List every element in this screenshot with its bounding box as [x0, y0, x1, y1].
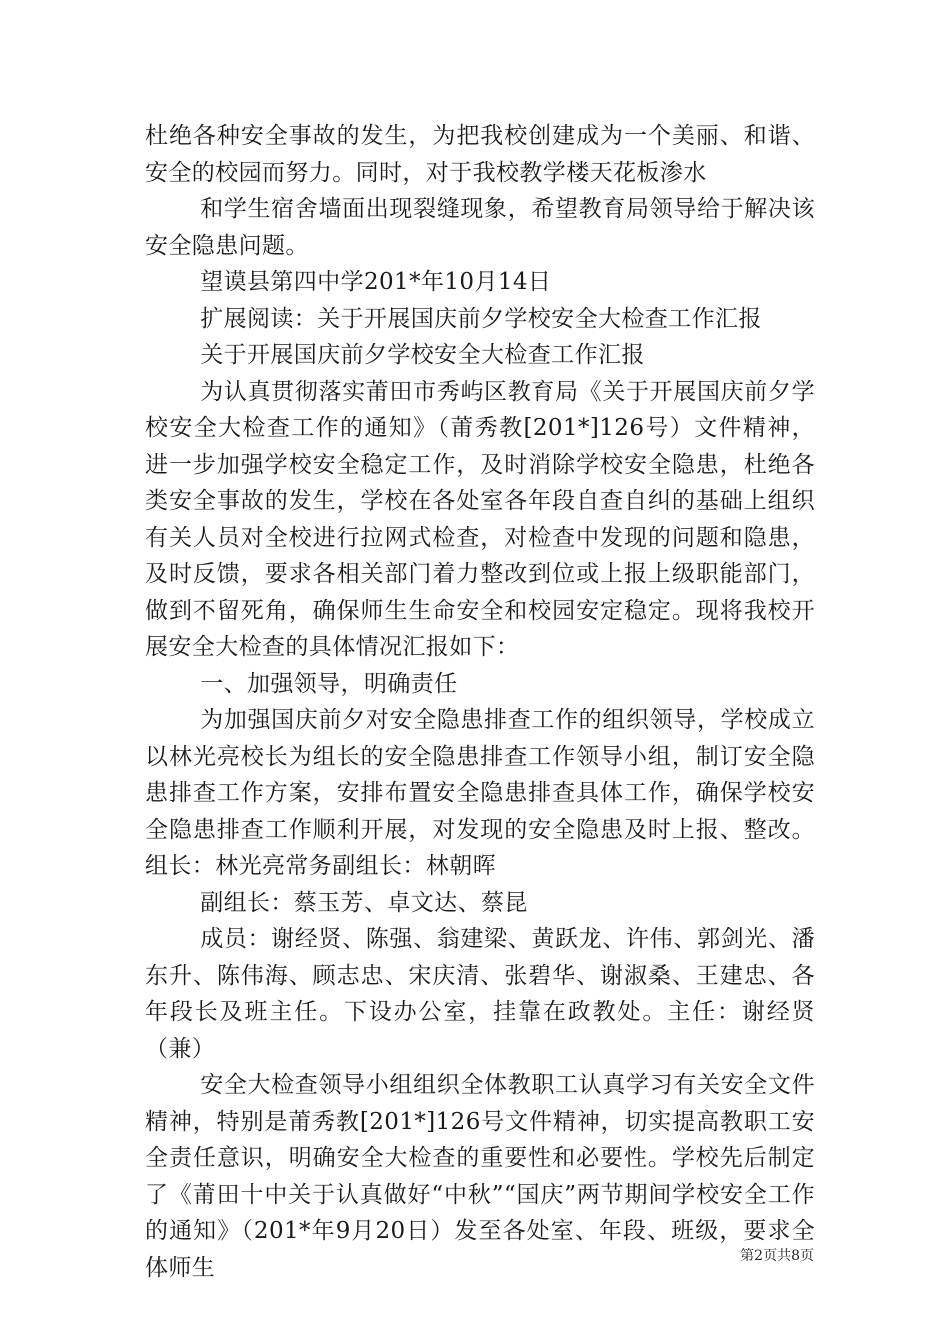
paragraph-11: 安全大检查领导小组组织全体教职工认真学习有关安全文件精神，特别是莆秀教[201*]126号文件精神，切实提高教职工安全责任意识，明确安全大检查的重要性和必要性。学校先后制定了《莆田十中关于认真做好“中秋”“国庆”两节期间学校安全工作的通知》（201*年9月20日）发至各处室、年段、班级，要求全体师生 [145, 1072, 815, 1281]
paragraph-10: 成员：谢经贤、陈强、翁建梁、黄跃龙、许伟、郭剑光、潘东升、陈伟海、顾志忠、宋庆清、张碧华、谢淑桑、王建忠、各年段长及班主任。下设办公室，挂靠在政教处。主任：谢经贤（兼） [145, 926, 815, 1062]
document-body [145, 118, 815, 1286]
paragraph-1: 杜绝各种安全事故的发生，为把我校创建成为一个美丽、和谐、安全的校园而努力。同时，对于我校教学楼天花板渗水 [145, 123, 815, 186]
paragraph-8: 为加强国庆前夕对安全隐患排查工作的组织领导，学校成立以林光亮校长为组长的安全隐患排查工作领导小组，制订安全隐患排查工作方案，安排布置安全隐患排查具体工作，确保学校安全隐患排查工作顺利开展，对发现的安全隐患及时上报、整改。组长：林光亮常务副组长：林朝晖 [145, 707, 815, 879]
paragraph-6: 为认真贯彻落实莆田市秀屿区教育局《关于开展国庆前夕学校安全大检查工作的通知》（莆秀教[201*]126号）文件精神，进一步加强学校安全稳定工作，及时消除学校安全隐患，杜绝各类安全事故的发生，学校在各处室各年段自查自纠的基础上组织有关人员对全校进行拉网式检查，对检查中发现的问题和隐患，及时反馈，要求各相关部门着力整改到位或上报上级职能部门，做到不留死角，确保师生生命安全和校园安定稳定。现将我校开展安全大检查的具体情况汇报如下： [145, 378, 815, 660]
page-number-footer: 第2页共8页 [740, 1248, 814, 1264]
paragraph-3: 望谟县第四中学201*年10月14日 [200, 269, 552, 295]
paragraph-5: 关于开展国庆前夕学校安全大检查工作汇报 [200, 342, 645, 368]
paragraph-7: 一、加强领导，明确责任 [200, 670, 458, 697]
paragraph-9: 副组长：蔡玉芳、卓文达、蔡昆 [200, 889, 528, 916]
paragraph-2: 和学生宿舍墙面出现裂缝现象，希望教育局领导给于解决该安全隐患问题。 [145, 196, 815, 259]
paragraph-4: 扩展阅读：关于开展国庆前夕学校安全大检查工作汇报 [200, 305, 762, 332]
